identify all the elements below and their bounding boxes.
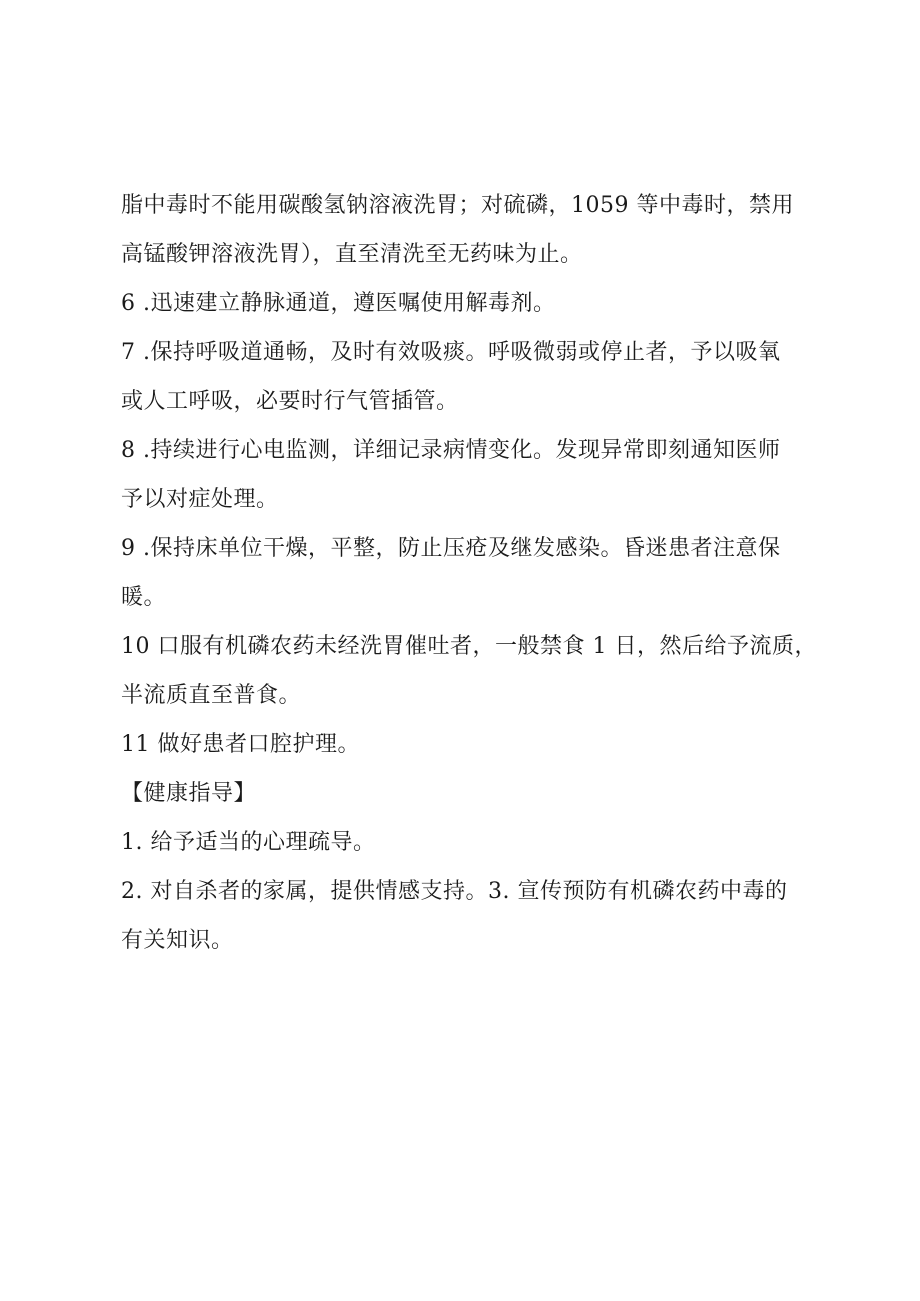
section-heading-health-guidance: 【健康指导】 xyxy=(121,781,257,806)
item-8: 8 .持续进行心电监测，详细记录病情变化。发现异常即刻通知医师 xyxy=(121,438,781,463)
item-8-cont: 予以对症处理。 xyxy=(121,487,279,512)
item-7: 7 .保持呼吸道通畅，及时有效吸痰。呼吸微弱或停止者，予以吸氧 xyxy=(121,340,781,365)
item-6: 6 .迅速建立静脉通道，遵医嘱使用解毒剂。 xyxy=(121,291,556,316)
document-body xyxy=(121,181,821,965)
text-line-2: 高锰酸钾溶液洗胃），直至清洗至无药味为止。 xyxy=(121,242,583,267)
item-10: 10 口服有机磷农药未经洗胃催吐者，一般禁食 1 日，然后给予流质， xyxy=(121,634,817,659)
guidance-item-3-cont: 有关知识。 xyxy=(121,928,234,953)
item-10-cont: 半流质直至普食。 xyxy=(121,683,302,708)
item-11: 11 做好患者口腔护理。 xyxy=(121,732,360,757)
guidance-item-1: 1. 给予适当的心理疏导。 xyxy=(121,830,376,855)
item-7-cont: 或人工呼吸，必要时行气管插管。 xyxy=(121,389,459,414)
text-line-1: 脂中毒时不能用碳酸氢钠溶液洗胃；对硫磷，1059 等中毒时，禁用 xyxy=(121,193,794,218)
guidance-item-2: 2. 对自杀者的家属，提供情感支持。3. 宣传预防有机磷农药中毒的 xyxy=(121,879,788,904)
item-9-cont: 暖。 xyxy=(121,585,167,610)
item-9: 9 .保持床单位干燥，平整，防止压疮及继发感染。昏迷患者注意保 xyxy=(121,536,781,561)
